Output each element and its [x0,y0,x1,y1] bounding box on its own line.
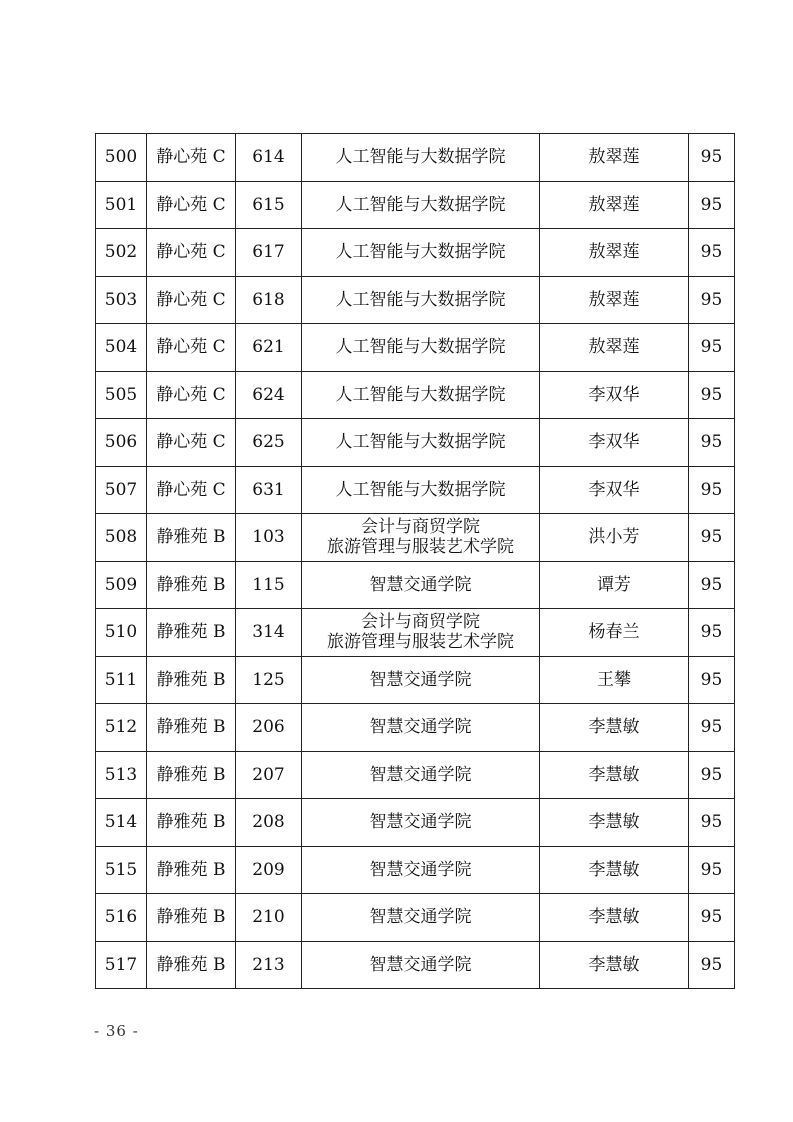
table-row [96,846,735,894]
room-cell: 314 [236,609,302,657]
table-row [96,799,735,847]
table-row [96,609,735,657]
college-cell [302,609,540,657]
building-cell: 静雅苑 B [147,751,236,799]
row-number-cell: 502 [96,229,147,277]
score-cell: 95 [689,419,735,467]
building-cell: 静雅苑 B [147,846,236,894]
table-row [96,514,735,562]
room-cell: 618 [236,276,302,324]
table-row [96,656,735,704]
college-name: 人工智能与大数据学院 [335,194,506,215]
room-cell: 213 [236,941,302,989]
score-cell: 95 [689,466,735,514]
score-cell: 95 [689,181,735,229]
building-cell: 静雅苑 B [147,894,236,942]
college-name: 智慧交通学院 [369,907,472,928]
college-cell [302,751,540,799]
score-cell: 95 [689,514,735,562]
row-number-cell: 509 [96,561,147,609]
college-cell [302,466,540,514]
room-cell: 631 [236,466,302,514]
row-number-cell: 501 [96,181,147,229]
score-cell: 95 [689,656,735,704]
table-row [96,181,735,229]
teacher-cell: 李慧敏 [540,704,689,752]
room-cell: 614 [236,134,302,182]
table-row [96,419,735,467]
college-cell [302,181,540,229]
college-cell [302,514,540,562]
college-name: 智慧交通学院 [369,764,472,785]
dormitory-score-table [95,133,735,989]
room-cell: 617 [236,229,302,277]
table-row [96,324,735,372]
teacher-cell: 敖翠莲 [540,229,689,277]
room-cell: 621 [236,324,302,372]
score-cell: 95 [689,276,735,324]
building-cell: 静雅苑 B [147,609,236,657]
score-cell: 95 [689,229,735,277]
row-number-cell: 511 [96,656,147,704]
building-cell: 静雅苑 B [147,514,236,562]
college-cell [302,419,540,467]
building-cell: 静雅苑 B [147,704,236,752]
building-cell: 静心苑 C [147,324,236,372]
building-cell: 静雅苑 B [147,941,236,989]
score-cell: 95 [689,561,735,609]
table-row [96,276,735,324]
row-number-cell: 505 [96,371,147,419]
college-name: 人工智能与大数据学院 [335,289,506,310]
college-name: 智慧交通学院 [369,859,472,880]
teacher-cell: 杨春兰 [540,609,689,657]
room-cell: 624 [236,371,302,419]
score-cell: 95 [689,324,735,372]
building-cell: 静心苑 C [147,371,236,419]
college-name: 智慧交通学院 [369,812,472,833]
score-cell: 95 [689,704,735,752]
table-row [96,466,735,514]
teacher-cell: 洪小芳 [540,514,689,562]
row-number-cell: 513 [96,751,147,799]
college-name: 人工智能与大数据学院 [335,147,506,168]
teacher-cell: 李慧敏 [540,894,689,942]
score-cell: 95 [689,751,735,799]
college-cell [302,229,540,277]
room-cell: 207 [236,751,302,799]
college-cell [302,371,540,419]
score-cell: 95 [689,799,735,847]
score-cell: 95 [689,846,735,894]
college-name: 人工智能与大数据学院 [335,384,506,405]
college-name: 人工智能与大数据学院 [335,479,506,500]
college-cell [302,799,540,847]
teacher-cell: 李慧敏 [540,799,689,847]
row-number-cell: 507 [96,466,147,514]
building-cell: 静心苑 C [147,466,236,514]
score-cell: 95 [689,134,735,182]
building-cell: 静心苑 C [147,181,236,229]
table-row [96,561,735,609]
teacher-cell: 王攀 [540,656,689,704]
row-number-cell: 512 [96,704,147,752]
college-name: 会计与商贸学院 [361,612,480,633]
table-row [96,704,735,752]
teacher-cell: 谭芳 [540,561,689,609]
room-cell: 615 [236,181,302,229]
college-name: 人工智能与大数据学院 [335,242,506,263]
room-cell: 115 [236,561,302,609]
table-row [96,371,735,419]
score-cell: 95 [689,609,735,657]
room-cell: 103 [236,514,302,562]
teacher-cell: 李慧敏 [540,846,689,894]
room-cell: 210 [236,894,302,942]
teacher-cell: 敖翠莲 [540,181,689,229]
building-cell: 静雅苑 B [147,561,236,609]
row-number-cell: 515 [96,846,147,894]
teacher-cell: 敖翠莲 [540,324,689,372]
row-number-cell: 510 [96,609,147,657]
building-cell: 静心苑 C [147,229,236,277]
row-number-cell: 514 [96,799,147,847]
room-cell: 125 [236,656,302,704]
college-cell [302,894,540,942]
room-cell: 208 [236,799,302,847]
teacher-cell: 敖翠莲 [540,134,689,182]
college-cell [302,941,540,989]
college-name: 人工智能与大数据学院 [335,337,506,358]
college-name: 旅游管理与服装艺术学院 [327,537,514,558]
teacher-cell: 敖翠莲 [540,276,689,324]
room-cell: 206 [236,704,302,752]
building-cell: 静心苑 C [147,419,236,467]
row-number-cell: 504 [96,324,147,372]
teacher-cell: 李双华 [540,466,689,514]
row-number-cell: 506 [96,419,147,467]
college-name: 智慧交通学院 [369,717,472,738]
table-row [96,134,735,182]
college-cell [302,704,540,752]
teacher-cell: 李双华 [540,371,689,419]
row-number-cell: 508 [96,514,147,562]
building-cell: 静雅苑 B [147,799,236,847]
teacher-cell: 李慧敏 [540,941,689,989]
teacher-cell: 李双华 [540,419,689,467]
teacher-cell: 李慧敏 [540,751,689,799]
college-cell [302,846,540,894]
room-cell: 209 [236,846,302,894]
row-number-cell: 517 [96,941,147,989]
building-cell: 静心苑 C [147,134,236,182]
college-name: 人工智能与大数据学院 [335,432,506,453]
college-cell [302,276,540,324]
table-row [96,751,735,799]
row-number-cell: 503 [96,276,147,324]
row-number-cell: 500 [96,134,147,182]
college-cell [302,324,540,372]
building-cell: 静心苑 C [147,276,236,324]
college-name: 智慧交通学院 [369,574,472,595]
room-cell: 625 [236,419,302,467]
college-name: 智慧交通学院 [369,954,472,975]
table-row [96,229,735,277]
row-number-cell: 516 [96,894,147,942]
table-body [96,134,735,989]
college-cell [302,561,540,609]
college-name: 智慧交通学院 [369,669,472,690]
table-row [96,894,735,942]
page-number: - 36 - [94,1022,139,1040]
table-row [96,941,735,989]
college-name: 会计与商贸学院 [361,517,480,538]
building-cell: 静雅苑 B [147,656,236,704]
college-cell [302,134,540,182]
score-cell: 95 [689,371,735,419]
college-name: 旅游管理与服装艺术学院 [327,632,514,653]
college-cell [302,656,540,704]
score-cell: 95 [689,941,735,989]
score-cell: 95 [689,894,735,942]
